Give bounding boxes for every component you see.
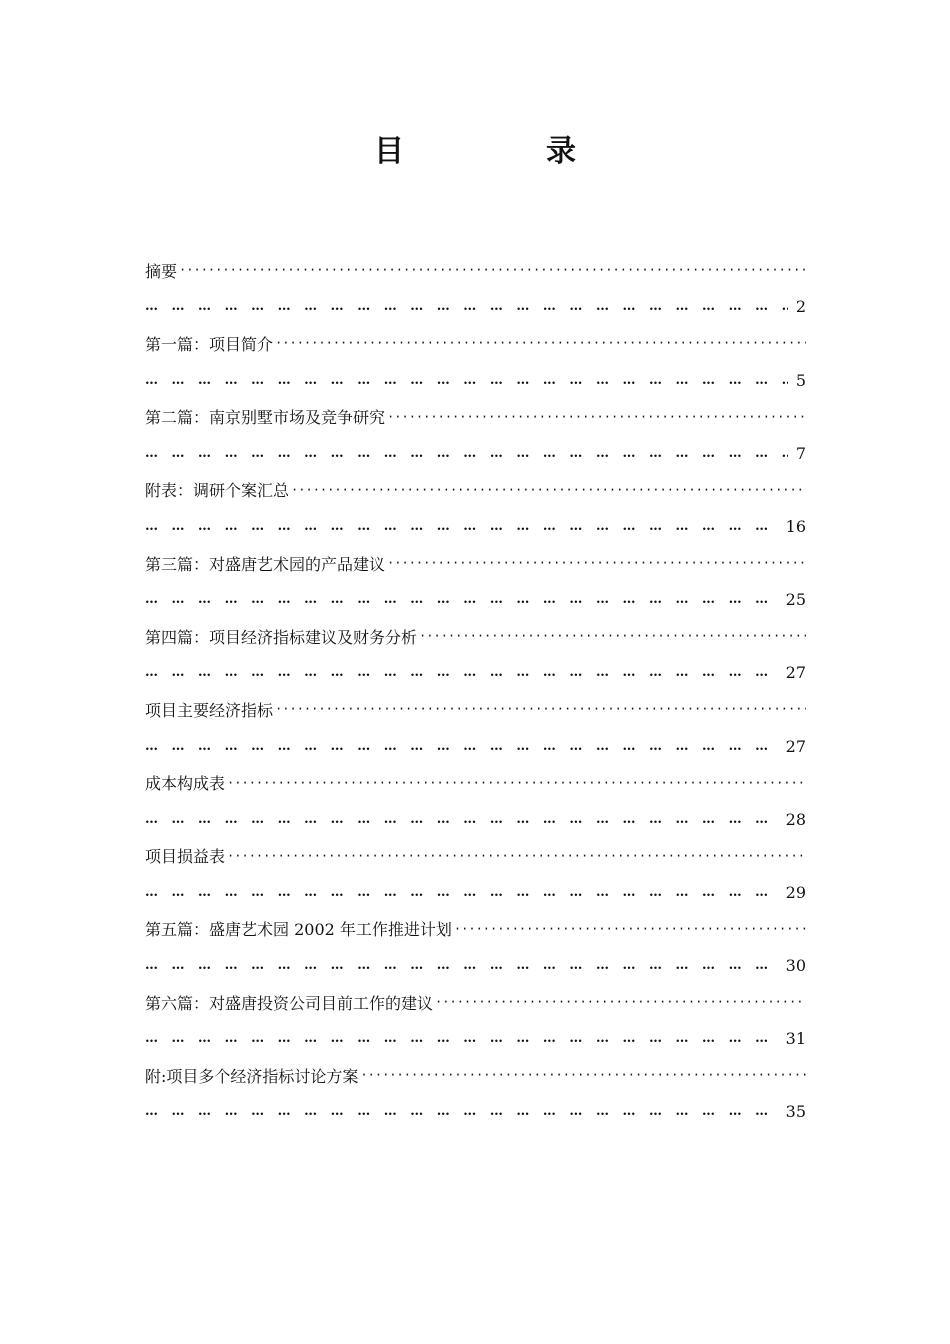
toc-entry-label: 项目损益表 <box>145 847 226 867</box>
toc-entry[interactable] <box>145 764 806 837</box>
toc-page-number: 27 <box>785 736 806 756</box>
dot-leader <box>435 994 806 1010</box>
dot-leader <box>179 262 806 278</box>
dot-leader <box>227 848 806 864</box>
toc-entry[interactable] <box>145 252 806 325</box>
dot-leader <box>145 1031 780 1046</box>
toc-page-number: 28 <box>785 809 806 829</box>
toc-entry-label: 摘要 <box>145 261 178 281</box>
dot-leader <box>360 1067 806 1083</box>
toc-entry[interactable] <box>145 545 806 618</box>
dot-leader <box>227 775 806 791</box>
dot-leader <box>145 739 780 754</box>
dot-leader <box>291 482 806 498</box>
dot-leader <box>387 555 806 571</box>
dot-leader <box>145 299 788 314</box>
toc-page-number: 31 <box>785 1029 806 1049</box>
toc-entry[interactable] <box>145 911 806 984</box>
dot-leader <box>145 958 780 973</box>
toc-entry-label: 第三篇：对盛唐艺术园的产品建议 <box>145 554 386 574</box>
toc-page-number: 30 <box>785 956 806 976</box>
toc-page-number: 16 <box>785 516 806 536</box>
dot-leader <box>387 409 806 425</box>
toc-entry-label: 第六篇：对盛唐投资公司目前工作的建议 <box>145 993 434 1013</box>
dot-leader <box>275 335 806 351</box>
toc-entry[interactable] <box>145 984 806 1057</box>
dot-leader <box>145 519 780 534</box>
toc-page-number: 25 <box>785 590 806 610</box>
toc-page-number: 35 <box>785 1102 806 1122</box>
toc-entry[interactable] <box>145 838 806 911</box>
dot-leader <box>145 1104 780 1119</box>
toc-page-number: 2 <box>795 297 806 317</box>
toc-entry-label: 第五篇：盛唐艺术园 2002 年工作推进计划 <box>145 920 452 940</box>
page-title: 目 录 <box>374 134 632 169</box>
toc-entry[interactable] <box>145 398 806 471</box>
toc-entry-label: 项目主要经济指标 <box>145 700 274 720</box>
dot-leader <box>419 628 806 644</box>
dot-leader <box>145 592 780 607</box>
table-of-contents <box>145 252 806 1130</box>
toc-entry-label: 第四篇：项目经济指标建议及财务分析 <box>145 627 418 647</box>
toc-page-number: 7 <box>795 443 806 463</box>
dot-leader <box>145 446 788 461</box>
toc-entry-label: 第一篇：项目简介 <box>145 334 274 354</box>
toc-entry-label: 第二篇：南京别墅市场及竞争研究 <box>145 408 386 428</box>
toc-page-number: 5 <box>795 370 806 390</box>
toc-entry[interactable] <box>145 1057 806 1130</box>
toc-entry[interactable] <box>145 618 806 691</box>
toc-entry-label: 附表：调研个案汇总 <box>145 481 290 501</box>
dot-leader <box>454 921 806 937</box>
toc-entry[interactable] <box>145 472 806 545</box>
dot-leader <box>145 665 780 680</box>
dot-leader <box>275 701 806 717</box>
toc-entry[interactable] <box>145 691 806 764</box>
dot-leader <box>145 885 780 900</box>
toc-entry-label: 附:项目多个经济指标讨论方案 <box>145 1066 359 1086</box>
dot-leader <box>145 812 780 827</box>
toc-entry[interactable] <box>145 325 806 398</box>
dot-leader <box>145 373 788 388</box>
toc-entry-label: 成本构成表 <box>145 774 226 794</box>
toc-page-number: 29 <box>785 882 806 902</box>
toc-page-number: 27 <box>785 663 806 683</box>
